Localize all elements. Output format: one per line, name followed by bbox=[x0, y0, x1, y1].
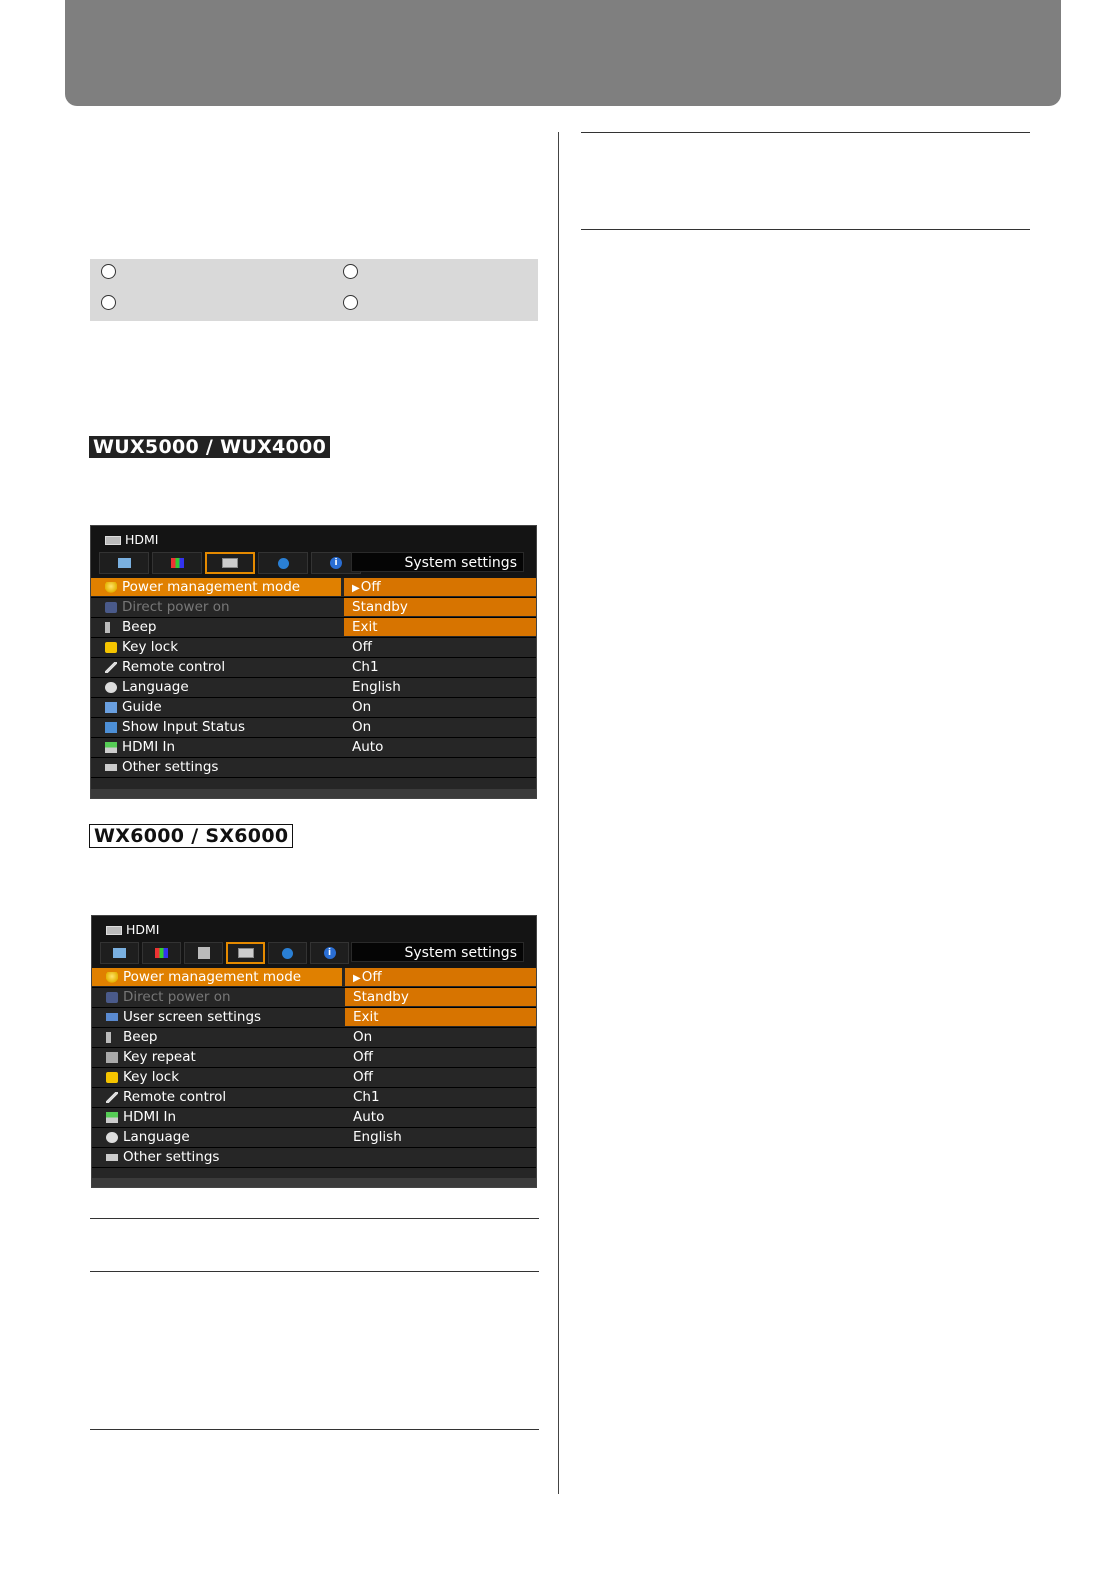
color-bars-icon bbox=[155, 948, 168, 958]
globe-icon bbox=[282, 948, 293, 959]
menu-row-language[interactable] bbox=[92, 1128, 536, 1148]
row-value[interactable]: Exit bbox=[352, 619, 378, 635]
tab-network[interactable] bbox=[258, 552, 308, 574]
menu-rows bbox=[91, 578, 536, 798]
row-label: Power management mode bbox=[122, 579, 301, 595]
speaker-icon bbox=[105, 622, 117, 633]
menu-tabbar bbox=[100, 942, 349, 964]
model-label-wx: WX6000 / SX6000 bbox=[89, 824, 293, 848]
row-value: Off bbox=[353, 1069, 373, 1085]
image-icon bbox=[118, 558, 131, 568]
lock-icon bbox=[106, 1072, 118, 1083]
rule-right-2 bbox=[581, 229, 1030, 230]
row-value: On bbox=[353, 1029, 373, 1045]
menu-row-hdmi-in[interactable] bbox=[91, 738, 536, 758]
info-icon: i bbox=[324, 947, 336, 959]
screen-icon bbox=[105, 722, 117, 733]
input-options-box bbox=[90, 259, 538, 321]
row-value: Auto bbox=[352, 739, 384, 755]
row-label: HDMI In bbox=[123, 1109, 177, 1125]
row-value: Off bbox=[361, 969, 382, 985]
osd-menu-wux bbox=[90, 525, 537, 799]
row-value: Auto bbox=[353, 1109, 385, 1125]
row-label: Key lock bbox=[123, 1069, 180, 1085]
tab-color[interactable] bbox=[142, 942, 181, 964]
row-label: Remote control bbox=[123, 1089, 227, 1105]
color-bars-icon bbox=[171, 558, 184, 568]
row-value[interactable]: Standby bbox=[353, 989, 409, 1005]
row-value: Ch1 bbox=[352, 659, 379, 675]
menu-row-hdmi-in[interactable] bbox=[92, 1108, 536, 1128]
menu-row-power-management[interactable] bbox=[91, 578, 536, 598]
tab-system[interactable] bbox=[226, 942, 265, 964]
image-icon bbox=[113, 948, 126, 958]
tab-system[interactable] bbox=[205, 552, 255, 574]
row-value: Off bbox=[352, 639, 372, 655]
row-label: Key repeat bbox=[123, 1049, 196, 1065]
globe-icon bbox=[278, 558, 289, 569]
tab-install[interactable] bbox=[184, 942, 223, 964]
tab-image[interactable] bbox=[99, 552, 149, 574]
speech-bubble-icon bbox=[105, 682, 117, 693]
menu-row-other-settings[interactable] bbox=[92, 1148, 536, 1168]
keyboard-icon bbox=[105, 764, 117, 771]
row-label: Key lock bbox=[122, 639, 179, 655]
keyboard-icon bbox=[238, 948, 254, 958]
menu-footer bbox=[91, 789, 536, 798]
key-repeat-icon bbox=[106, 1052, 118, 1063]
row-label: Direct power on bbox=[122, 599, 230, 615]
bulb-icon bbox=[105, 582, 117, 593]
menu-row-other-settings[interactable] bbox=[91, 758, 536, 778]
menu-row-remote-control[interactable] bbox=[92, 1088, 536, 1108]
power-icon bbox=[105, 602, 117, 613]
tab-info[interactable] bbox=[310, 942, 349, 964]
menu-row-key-lock[interactable] bbox=[92, 1068, 536, 1088]
row-label: Language bbox=[122, 679, 189, 695]
row-label: Beep bbox=[122, 619, 157, 635]
menu-row-user-screen-settings[interactable] bbox=[92, 1008, 536, 1028]
rule-left-2 bbox=[90, 1271, 539, 1272]
row-label: Other settings bbox=[123, 1149, 220, 1165]
tab-color[interactable] bbox=[152, 552, 202, 574]
pen-icon bbox=[105, 662, 117, 673]
power-icon bbox=[106, 992, 118, 1003]
user-screen-icon bbox=[106, 1013, 118, 1021]
column-divider bbox=[558, 132, 559, 1494]
menu-heading: System settings bbox=[351, 552, 524, 572]
radio-option-3[interactable] bbox=[101, 295, 116, 310]
menu-tabbar bbox=[99, 552, 361, 574]
radio-option-4[interactable] bbox=[343, 295, 358, 310]
header-bar bbox=[65, 0, 1061, 106]
menu-row-key-repeat[interactable] bbox=[92, 1048, 536, 1068]
menu-row-power-management[interactable] bbox=[92, 968, 536, 988]
info-icon: i bbox=[330, 557, 342, 569]
row-value: English bbox=[353, 1129, 402, 1145]
row-value: On bbox=[352, 719, 372, 735]
row-label: Power management mode bbox=[123, 969, 302, 985]
menu-row-show-input-status[interactable] bbox=[91, 718, 536, 738]
menu-heading: System settings bbox=[351, 942, 524, 962]
rule-left-3 bbox=[90, 1429, 539, 1430]
row-label: Show Input Status bbox=[122, 719, 245, 735]
row-label: HDMI In bbox=[122, 739, 176, 755]
row-value[interactable]: Standby bbox=[352, 599, 408, 615]
rule-right-1 bbox=[581, 132, 1030, 133]
pen-icon bbox=[106, 1092, 118, 1103]
menu-row-direct-power-on[interactable] bbox=[92, 988, 536, 1008]
row-value: Off bbox=[353, 1049, 373, 1065]
osd-menu-wx bbox=[91, 915, 537, 1188]
keyboard-icon bbox=[106, 1154, 118, 1161]
speech-bubble-icon bbox=[106, 1132, 118, 1143]
menu-title-text: HDMI bbox=[126, 922, 160, 937]
menu-row-beep[interactable] bbox=[92, 1028, 536, 1048]
lock-icon bbox=[105, 642, 117, 653]
menu-row-guide[interactable] bbox=[91, 698, 536, 718]
row-value: Ch1 bbox=[353, 1089, 380, 1105]
rule-left-1 bbox=[90, 1218, 539, 1219]
hdmi-icon bbox=[106, 1112, 118, 1123]
menu-title bbox=[105, 532, 159, 548]
pointer-arrow-icon: ▶ bbox=[353, 973, 361, 984]
menu-row-remote-control[interactable] bbox=[91, 658, 536, 678]
row-label: Other settings bbox=[122, 759, 219, 775]
menu-title bbox=[106, 922, 160, 938]
row-label: Language bbox=[123, 1129, 190, 1145]
radio-option-1[interactable] bbox=[101, 264, 116, 279]
row-label: Remote control bbox=[122, 659, 226, 675]
menu-title-text: HDMI bbox=[125, 532, 159, 547]
row-label: Direct power on bbox=[123, 989, 231, 1005]
radio-option-2[interactable] bbox=[343, 264, 358, 279]
keyboard-icon bbox=[222, 558, 238, 568]
row-value: Off bbox=[360, 579, 381, 595]
row-label: User screen settings bbox=[123, 1009, 262, 1025]
speaker-icon bbox=[106, 1032, 118, 1043]
row-value: On bbox=[352, 699, 372, 715]
hdmi-input-icon bbox=[105, 536, 121, 545]
row-label: Beep bbox=[123, 1029, 158, 1045]
tab-image[interactable] bbox=[100, 942, 139, 964]
menu-footer bbox=[92, 1178, 536, 1187]
row-label: Guide bbox=[122, 699, 162, 715]
bulb-icon bbox=[106, 972, 118, 983]
menu-row-language[interactable] bbox=[91, 678, 536, 698]
row-value[interactable]: Exit bbox=[353, 1009, 379, 1025]
hdmi-input-icon bbox=[106, 926, 122, 935]
menu-row-direct-power-on[interactable] bbox=[91, 598, 536, 618]
menu-rows bbox=[92, 968, 536, 1188]
book-icon bbox=[105, 702, 117, 713]
model-label-wux: WUX5000 / WUX4000 bbox=[89, 436, 330, 458]
pointer-arrow-icon: ▶ bbox=[352, 583, 360, 594]
menu-row-key-lock[interactable] bbox=[91, 638, 536, 658]
row-value: English bbox=[352, 679, 401, 695]
hdmi-icon bbox=[105, 742, 117, 753]
install-icon bbox=[198, 947, 210, 959]
tab-network[interactable] bbox=[268, 942, 307, 964]
menu-row-beep[interactable] bbox=[91, 618, 536, 638]
